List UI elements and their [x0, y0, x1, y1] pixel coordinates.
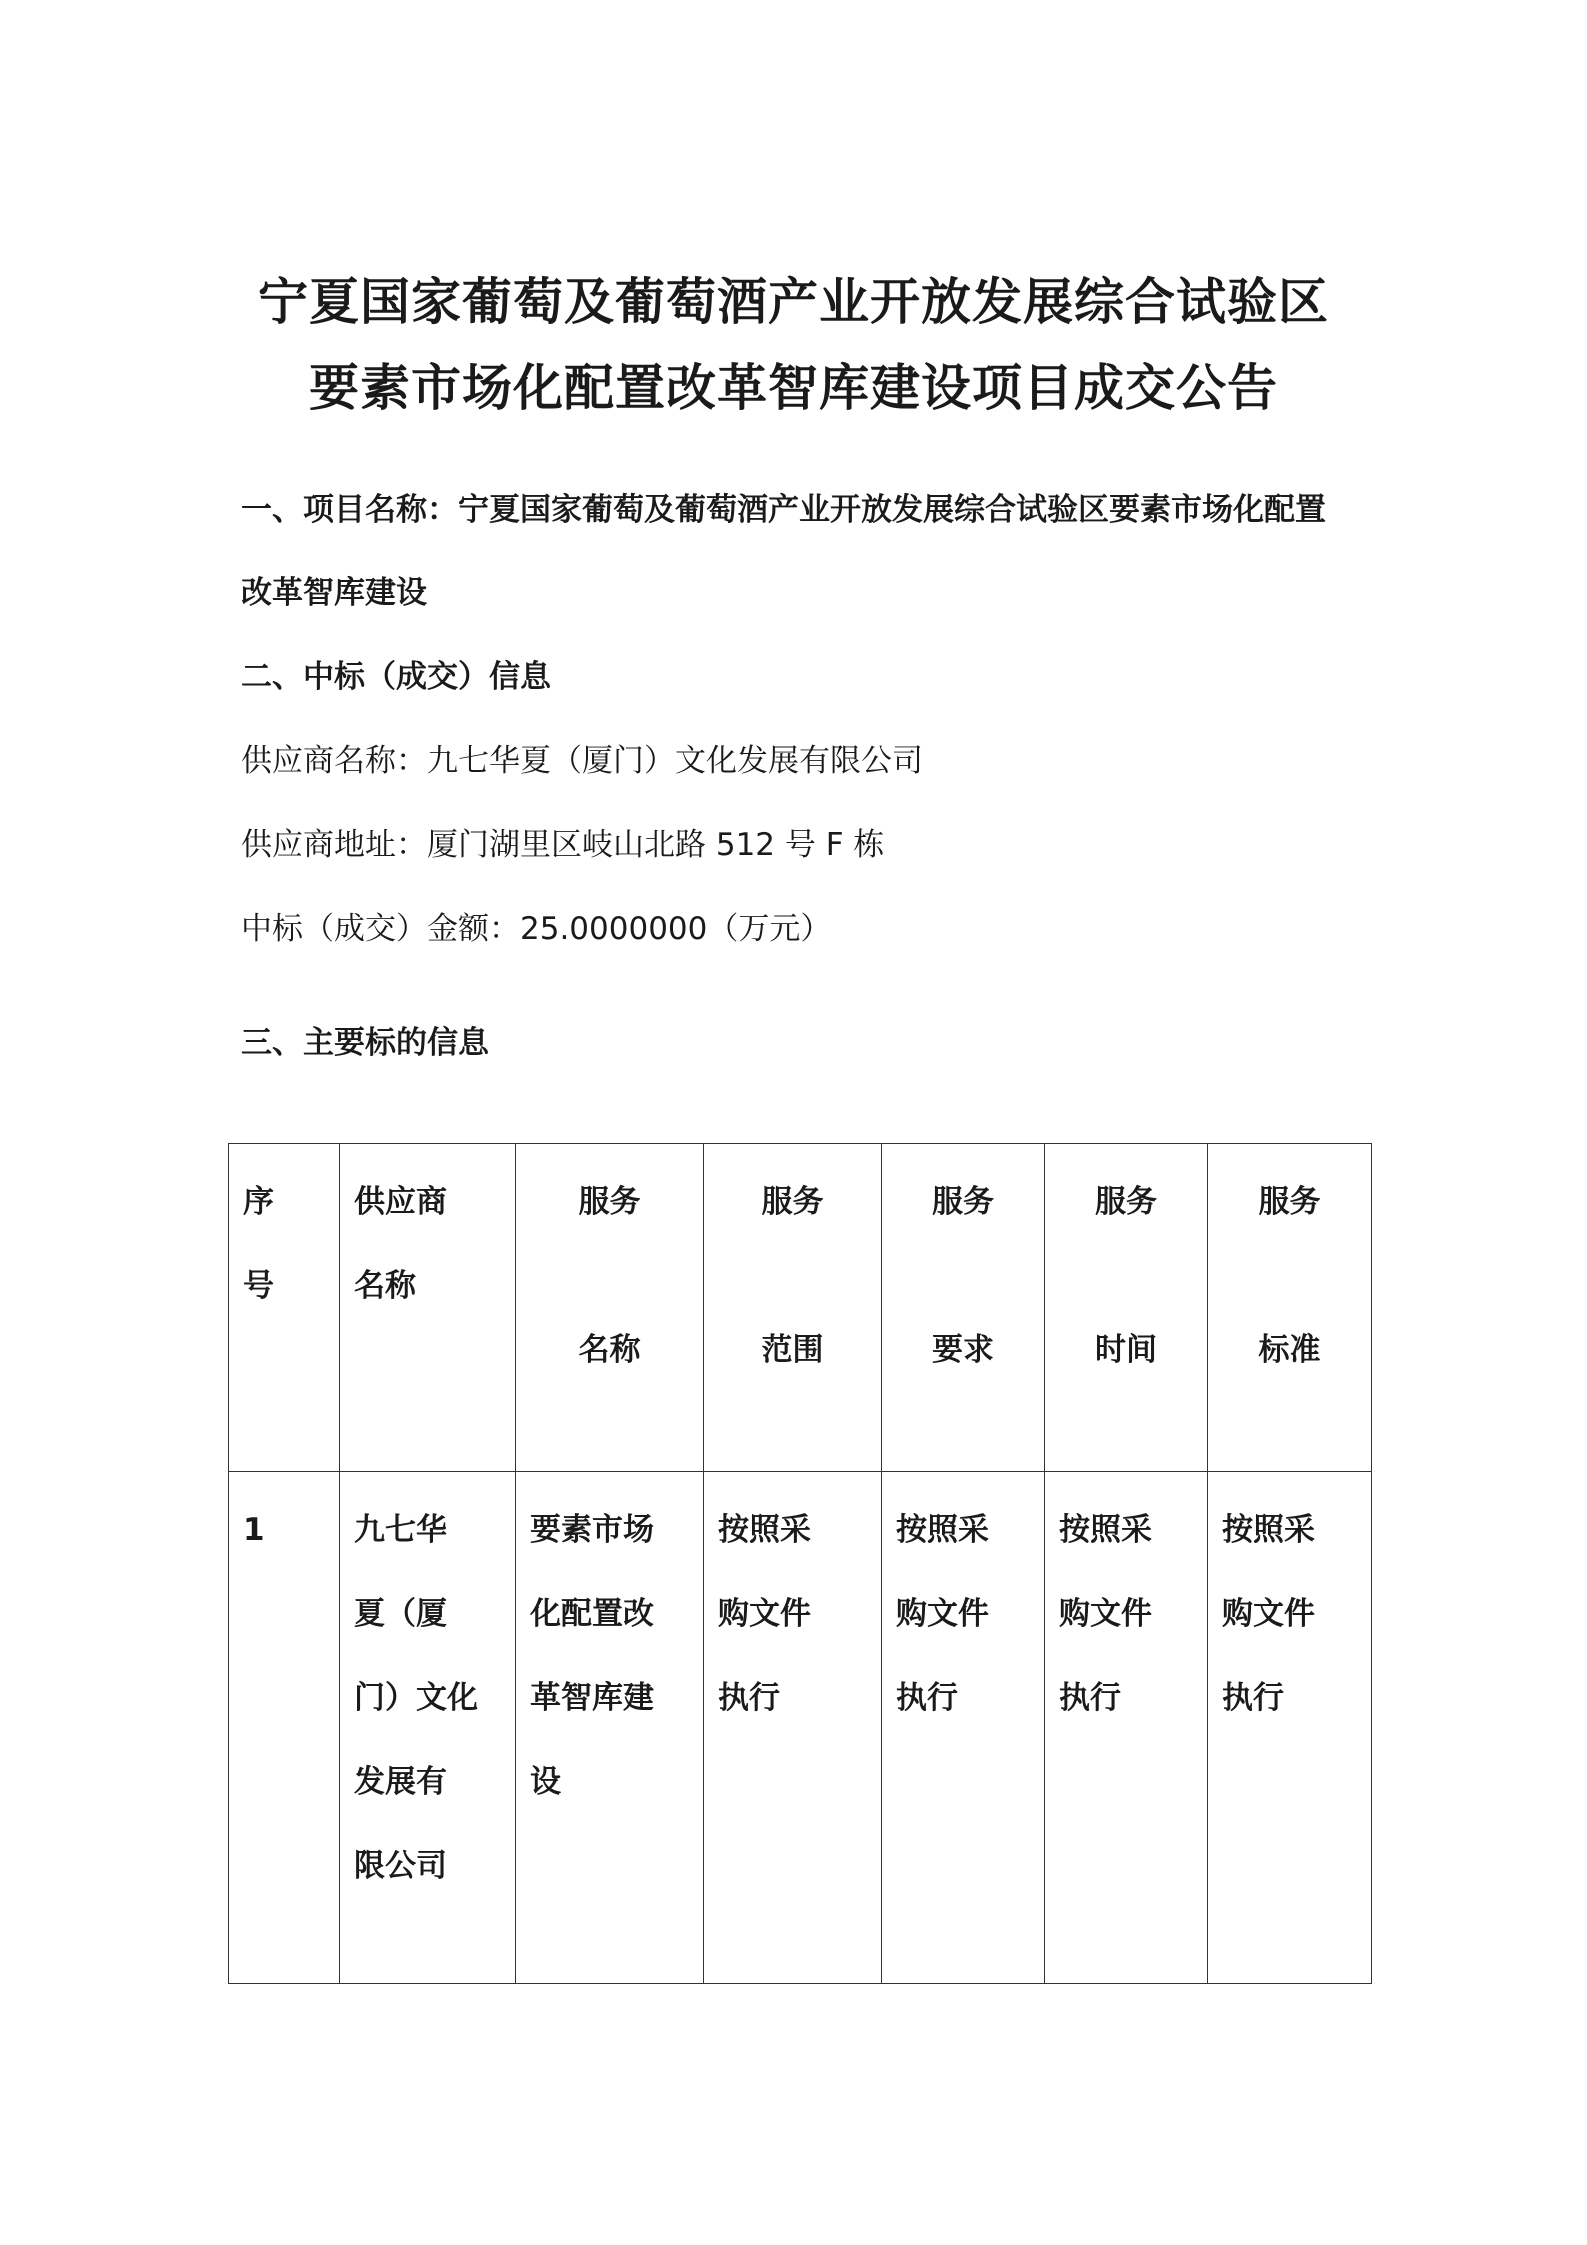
project-name-label: 一、项目名称：: [241, 492, 458, 528]
document-title-line2: 要素市场化配置改革智库建设项目成交公告: [309, 358, 1278, 417]
project-name-line1: [241, 484, 1326, 529]
section-subject-heading: 三、主要标的信息: [241, 1025, 489, 1061]
cell-service-requirement: 按照采 购文件 执行: [882, 1472, 1045, 1984]
section-award-heading: 二、中标（成交）信息: [241, 659, 551, 695]
subject-info-table: [228, 1143, 1372, 1984]
header-service-scope: 服务 范围: [704, 1144, 882, 1472]
cell-supplier-name: 九七华 夏（厦 门）文化 发展有 限公司: [340, 1472, 516, 1984]
cell-service-time: 按照采 购文件 执行: [1045, 1472, 1208, 1984]
cell-seq: 1: [229, 1472, 340, 1984]
supplier-address: 供应商地址：厦门湖里区岐山北路 512 号 F 栋: [241, 827, 885, 863]
cell-service-scope: 按照采 购文件 执行: [704, 1472, 882, 1984]
project-name-line2: 改革智库建设: [241, 575, 427, 611]
cell-service-name: 要素市场 化配置改 革智库建 设: [516, 1472, 704, 1984]
table-row: [229, 1472, 1372, 1984]
header-service-standard: 服务 标准: [1208, 1144, 1372, 1472]
header-service-name: 服务 名称: [516, 1144, 704, 1472]
cell-service-standard: 按照采 购文件 执行: [1208, 1472, 1372, 1984]
supplier-name: 供应商名称：九七华夏（厦门）文化发展有限公司: [241, 743, 923, 779]
header-service-requirement: 服务 要求: [882, 1144, 1045, 1472]
header-supplier-name: 供应商 名称: [340, 1144, 516, 1472]
table-header-row: [229, 1144, 1372, 1472]
header-seq: 序 号: [229, 1144, 340, 1472]
award-amount: 中标（成交）金额：25.0000000（万元）: [241, 911, 832, 947]
document-title-line1: 宁夏国家葡萄及葡萄酒产业开放发展综合试验区: [258, 272, 1329, 331]
header-service-time: 服务 时间: [1045, 1144, 1208, 1472]
project-name-value: 宁夏国家葡萄及葡萄酒产业开放发展综合试验区要素市场化配置: [458, 492, 1326, 528]
